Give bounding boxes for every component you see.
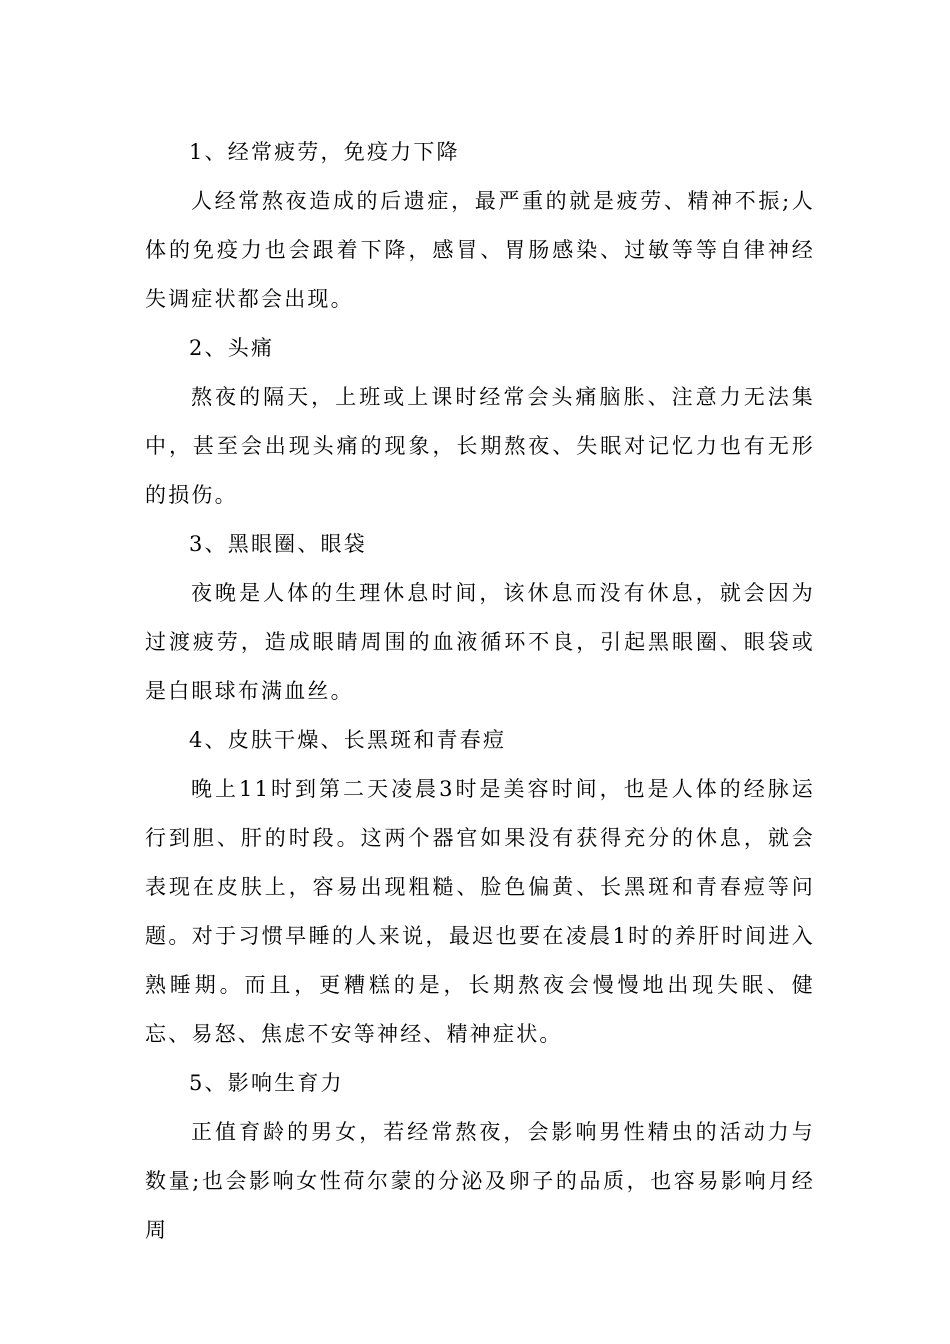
section-heading-5: 5、影响生育力 bbox=[189, 1071, 344, 1095]
section-body-2: 熬夜的隔天，上班或上课时经常会头痛脑胀、注意力无法集中，甚至会出现头痛的现象，长期熬夜、失眠对记忆力也有无形的损伤。 bbox=[145, 385, 815, 507]
document-page bbox=[145, 128, 815, 1255]
section-body-4: 晚上11时到第二天凌晨3时是美容时间，也是人体的经脉运行到胆、肝的时段。这两个器官如果没有获得充分的休息，就会表现在皮肤上，容易出现粗糙、脸色偏黄、长黑斑和青春痘等问题。对于习惯早睡的人来说，最迟也要在凌晨1时的养肝时间进入熟睡期。而且，更糟糕的是，长期熬夜会慢慢地出现失眠、健忘、易怒、焦虑不安等神经、精神症状。 bbox=[145, 777, 815, 1046]
section-heading-3: 3、黑眼圈、眼袋 bbox=[189, 532, 367, 556]
section-body-1: 人经常熬夜造成的后遗症，最严重的就是疲劳、精神不振;人体的免疫力也会跟着下降，感冒、胃肠感染、过敏等等自律神经失调症状都会出现。 bbox=[145, 189, 815, 311]
section-body-5: 正值育龄的男女，若经常熬夜，会影响男性精虫的活动力与数量;也会影响女性荷尔蒙的分泌及卵子的品质，也容易影响月经周 bbox=[145, 1120, 815, 1242]
section-heading-1: 1、经常疲劳，免疫力下降 bbox=[189, 140, 460, 164]
section-body-3: 夜晚是人体的生理休息时间，该休息而没有休息，就会因为过渡疲劳，造成眼睛周围的血液循环不良，引起黑眼圈、眼袋或是白眼球布满血丝。 bbox=[145, 581, 815, 703]
section-heading-4: 4、皮肤干燥、长黑斑和青春痘 bbox=[189, 728, 507, 752]
section-heading-2: 2、头痛 bbox=[189, 336, 275, 360]
